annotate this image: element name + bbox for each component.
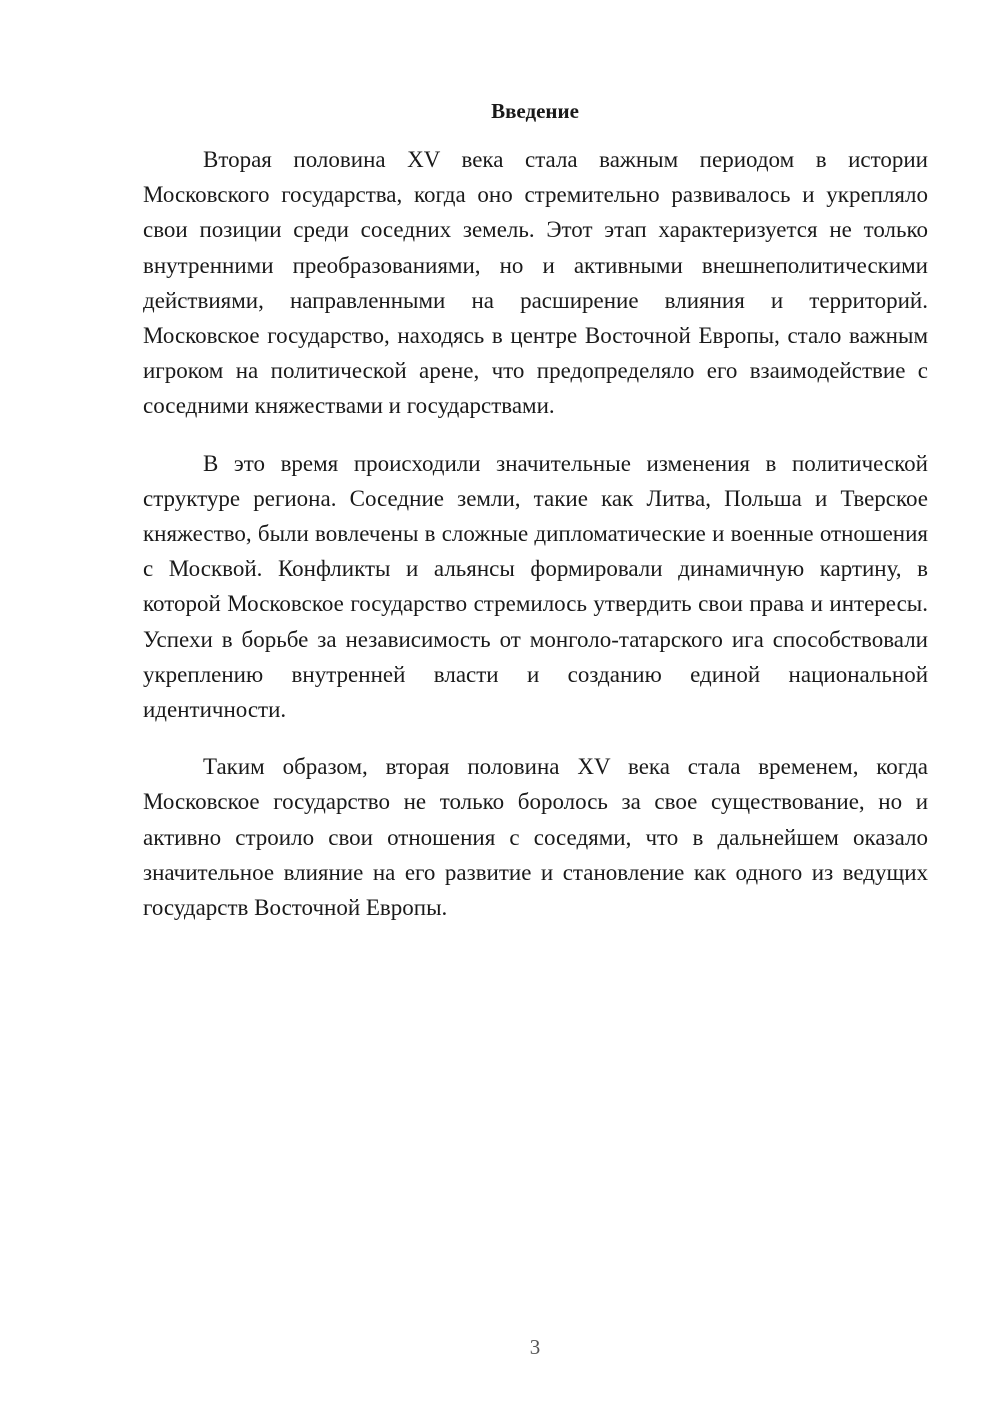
page-number: 3 bbox=[529, 1335, 541, 1359]
paragraph: В это время происходили значительные изменения в политической структуре региона. Соседние земли, такие как Литва, Польша и Тверское княжество, были вовлечены в сложные дипломатические и военные отношения с Москвой. Конфликты и альянсы формировали динамичную картину, в которой Московское государство стремилось утвердить свои права и интересы. Успехи в борьбе за независимость от монголо-татарского ига способствовали укреплению внутренней власти и созданию единой национальной идентичности. bbox=[143, 450, 928, 723]
document-body bbox=[143, 142, 928, 947]
paragraph: Таким образом, вторая половина XV века стала временем, когда Московское государство не только боролось за свое существование, но и активно строило свои отношения с соседями, что в дальнейшем оказало значительное влияние на его развитие и становление как одного из ведущих государств Восточной Европы. bbox=[143, 754, 928, 921]
page-title: Введение bbox=[491, 99, 579, 123]
paragraph: Вторая половина XV века стала важным периодом в истории Московского государства, когда оно стремительно развивалось и укрепляло свои позиции среди соседних земель. Этот этап характеризуется не только внутренними преобразованиями, но и активными внешнеполитическими действиями, направленными на расширение влияния и территорий. Московское государство, находясь в центре Восточной Европы, стало важным игроком на политической арене, что предопределяло его взаимодействие с соседними княжествами и государствами. bbox=[143, 147, 928, 419]
